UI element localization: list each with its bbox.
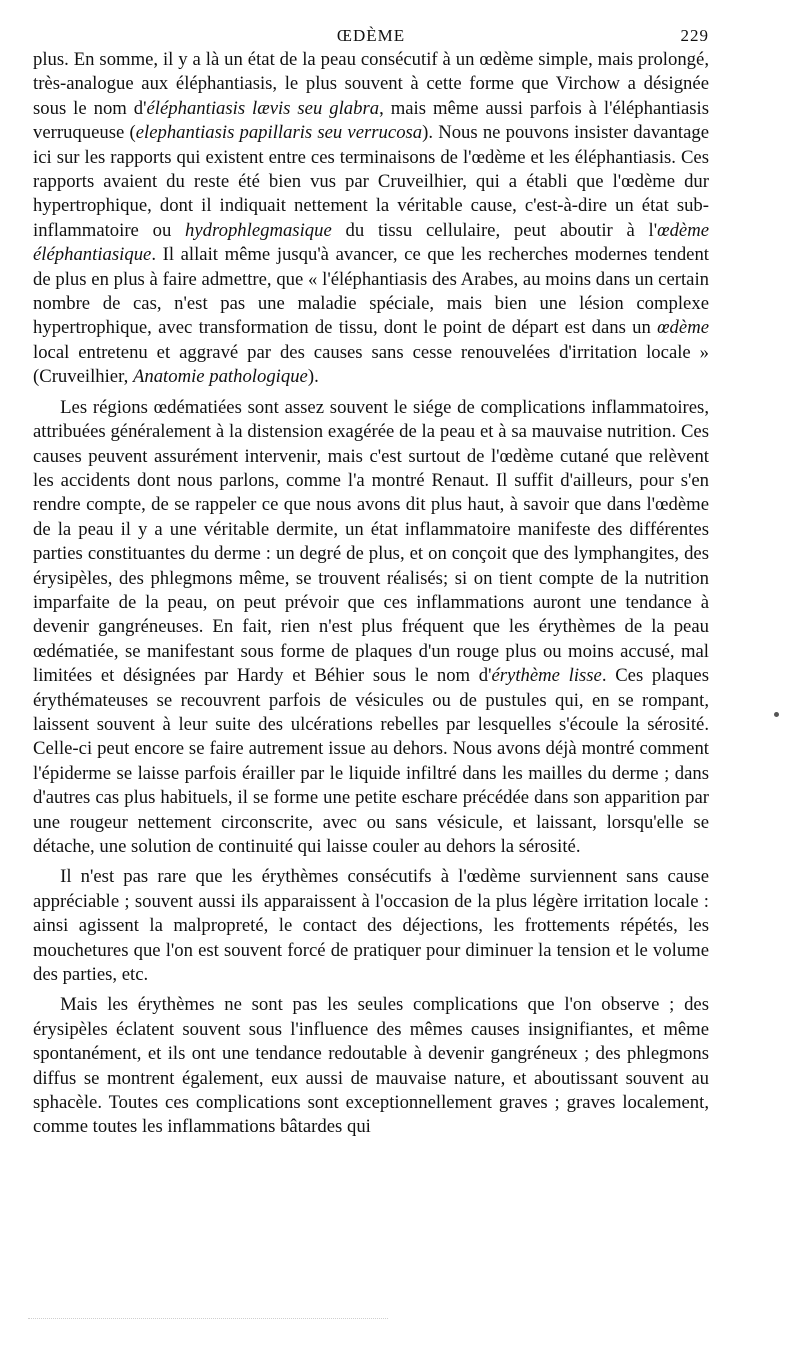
italic-text: éléphantiasis lævis seu glabra (146, 97, 380, 119)
text-run: . Ces plaques érythémateuses se recouvrent parfois de vésicules ou de pustules qui, en se rompant, laissent souvent à leur suite des ulcérations rebelles par lesquelles s'écoule la sérosité. Celle-ci peut encore se faire autrement issue au dehors. Nous avons déjà montré comment l'épiderme se laisse parfois érailler par le liquide infiltré dans les mailles du derme ; dans d'autres cas plus habituels, il se forme une petite eschare précédée dans son apparition par une rougeur nettement circonscrite, avec ou sans vésicule, et laissant, lorsqu'elle se détache, une solution de continuité qui laisse couler au dehors la sérosité. (33, 665, 709, 857)
italic-text: érythème lisse (491, 665, 602, 687)
italic-text: œdème (657, 317, 709, 339)
page-number: 229 (680, 26, 709, 45)
text-run: plus. En somme, il y a là un état de la peau consécutif à un œdème simple, mais prolongé, très-analogue aux éléphantiasis, le plus souvent à cette forme que Virchow a désignée sous le nom d' (33, 49, 709, 119)
bottom-smudge (28, 1318, 388, 1323)
body-text (33, 48, 709, 1140)
running-head (33, 22, 709, 48)
paragraph (33, 396, 709, 860)
italic-text: Anatomie pathologique (132, 366, 308, 388)
text-run: , mais même aussi parfois à l'éléphantiasis verruqueuse ( (33, 97, 709, 144)
text-run: Il n'est pas rare que les érythèmes consécutifs à l'œdème surviennent sans cause appréciable ; souvent aussi ils apparaissent à l'occasion de la plus légère irritation locale : ainsi agissent la malpropreté, le contact des déjections, les frottements répétés, les mouchetures que l'on est souvent forcé de pratiquer pour diminuer la tension et le volume des parties, etc. (33, 866, 709, 986)
text-run: Mais les érythèmes ne sont pas les seules complications que l'on observe ; des érysipèles éclatent souvent sous l'influence des mêmes causes insignifiantes, et même spontanément, et ils ont une tendance redoutable à devenir gangréneux ; des phlegmons diffus se montrent également, eux aussi de mauvaise nature, et aboutissant souvent au sphacèle. Toutes ces complications sont exceptionnellement graves ; graves localement, comme toutes les inflammations bâtardes qui (33, 994, 709, 1138)
text-run: ). (307, 366, 319, 388)
text-run: du tissu cellulaire, peut aboutir à l' (331, 219, 658, 241)
paragraph (33, 993, 709, 1139)
italic-text: hydrophlegmasique (185, 219, 332, 241)
text-run: Les régions œdématiées sont assez souvent le siége de complications inflammatoires, attribuées généralement à la distension exagérée de la peau et à sa mauvaise nutrition. Ces causes peuvent assurément intervenir, mais c'est surtout de l'œdème cutané que relèvent les accidents dont nous parlons, comme l'a montré Renaut. Il suffit d'ailleurs, pour s'en rendre compte, de se rappeler ce que nous avons dit plus haut, à savoir que dans l'œdème de la peau il y a une véritable dermite, un état inflammatoire manifeste des différentes parties constituantes du derme : un degré de plus, et on conçoit que des lymphangites, des érysipèles, des phlegmons même, se trouvent réalisés; si on tient compte de la nutrition imparfaite de la peau, on peut prévoir que ces inflammations auront une tendance à devenir gangréneuses. En fait, rien n'est plus fréquent que les érythèmes de la peau œdématiée, se manifestant sous forme de plaques d'un rouge plus ou moins accusé, mal limitées et désignées par Hardy et Béhier sous le nom d' (33, 396, 709, 687)
paragraph (33, 865, 709, 987)
margin-speck (774, 712, 779, 717)
italic-text: elephantiasis papillaris seu verrucosa (135, 122, 423, 144)
paragraph (33, 48, 709, 390)
text-run: . Il allait même jusqu'à avancer, ce que les recherches modernes tendent de plus en plus à faire admettre, que « l'éléphantiasis des Arabes, au moins dans un certain nombre de cas, n'est pas une maladie spéciale, mais bien une lésion complexe hypertrophique, avec transformation de tissu, dont le point de départ est dans un (33, 244, 709, 339)
running-title: ŒDÈME (336, 26, 406, 45)
text-run: local entretenu et aggravé par des causes sans cesse renouvelées d'irritation locale » (Cruveilhier, (33, 341, 709, 388)
text-run: ). Nous ne pouvons insister davantage ici sur les rapports qui existent entre ces terminaisons de l'œdème et les éléphantiasis. Ces rapports avaient du reste été bien vus par Cruveilhier, qui a établi que l'œdème dur hypertrophique, dont il indiquait nettement la véritable cause, c'est-à-dire un état sub-inflammatoire ou (33, 122, 710, 241)
book-page (33, 22, 709, 1140)
italic-text: œdème éléphantiasique (33, 219, 710, 266)
